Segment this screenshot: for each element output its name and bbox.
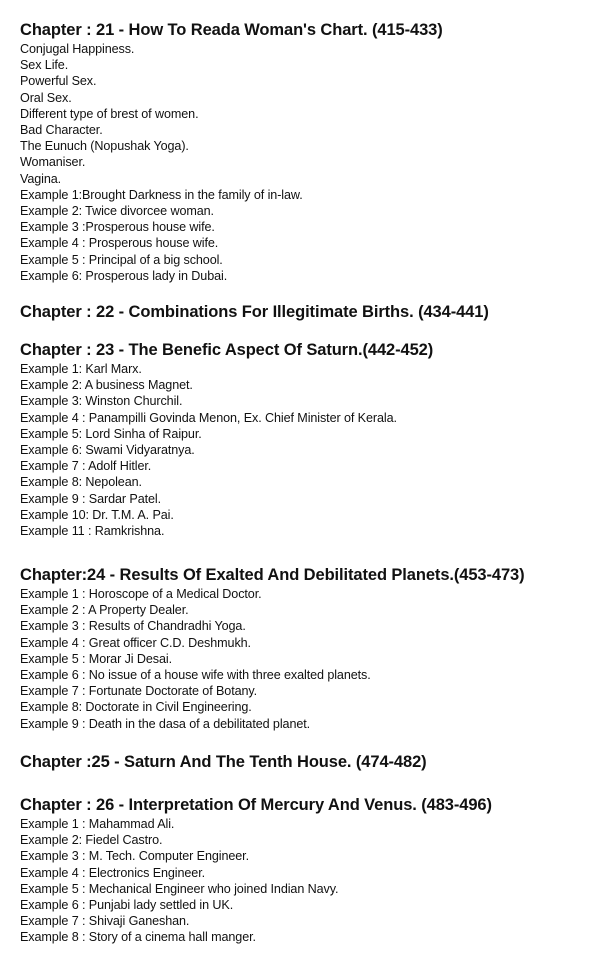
list-item: Example 3: Winston Churchil. — [20, 394, 183, 409]
list-item: Oral Sex. — [20, 90, 72, 105]
list-item: Example 6 : Punjabi lady settled in UK. — [20, 898, 234, 913]
list-item: Vagina. — [20, 171, 62, 186]
list-item: Example 6: Swami Vidyaratnya. — [20, 443, 195, 458]
example-list — [20, 361, 595, 539]
list-item: Bad Character. — [20, 123, 103, 138]
list-item: Example 2: Twice divorcee woman. — [20, 204, 214, 219]
chapter-24 — [20, 565, 595, 732]
chapter-23 — [20, 340, 595, 539]
list-item: Example 9 : Death in the dasa of a debilitated planet. — [20, 716, 311, 731]
list-item: Powerful Sex. — [20, 74, 97, 89]
list-item: Example 7 : Shivaji Ganeshan. — [20, 914, 190, 929]
example-list — [20, 586, 595, 732]
list-item: Example 6: Prosperous lady in Dubai. — [20, 268, 228, 283]
list-item: Example 7 : Adolf Hitler. — [20, 459, 152, 474]
chapter-title: Chapter : 22 - Combinations For Illegitimate Births. (434-441) — [20, 303, 489, 321]
list-item: Example 7 : Fortunate Doctorate of Botany. — [20, 684, 258, 699]
list-item: Example 4 : Panampilli Govinda Menon, Ex. Chief Minister of Kerala. — [20, 410, 397, 425]
chapter-21 — [20, 20, 595, 284]
chapter-title: Chapter : 23 - The Benefic Aspect Of Saturn.(442-452) — [20, 341, 434, 359]
list-item: Example 2: A business Magnet. — [20, 378, 193, 393]
list-item: Example 3 : M. Tech. Computer Engineer. — [20, 849, 249, 864]
chapter-22 — [20, 302, 595, 323]
list-item: Example 9 : Sardar Patel. — [20, 491, 162, 506]
list-item: Conjugal Happiness. — [20, 42, 135, 56]
list-item: Example 1:Brought Darkness in the family of in-law. — [20, 187, 303, 202]
list-item: Example 5 : Mechanical Engineer who joined Indian Navy. — [20, 881, 339, 896]
list-item: Example 6 : No issue of a house wife with three exalted planets. — [20, 668, 371, 683]
list-item: Example 3 : Results of Chandradhi Yoga. — [20, 619, 246, 634]
list-item: Womaniser. — [20, 155, 86, 170]
list-item: Example 1: Karl Marx. — [20, 362, 142, 376]
chapter-26 — [20, 795, 595, 946]
list-item: Sex Life. — [20, 58, 69, 73]
chapter-title: Chapter:24 - Results Of Exalted And Debilitated Planets.(453-473) — [20, 566, 525, 584]
example-list — [20, 816, 595, 946]
chapter-title: Chapter : 21 - How To Reada Woman's Chart. (415-433) — [20, 21, 443, 39]
list-item: Example 2 : A Property Dealer. — [20, 603, 189, 618]
list-item: Example 10: Dr. T.M. A. Pai. — [20, 507, 174, 522]
list-item: Example 8: Doctorate in Civil Engineering. — [20, 700, 252, 715]
chapter-title: Chapter : 26 - Interpretation Of Mercury And Venus. (483-496) — [20, 796, 492, 814]
list-item: Example 4 : Prosperous house wife. — [20, 236, 219, 251]
chapter-title: Chapter :25 - Saturn And The Tenth House. (474-482) — [20, 753, 427, 771]
list-item: Example 11 : Ramkrishna. — [20, 524, 165, 539]
list-item: Different type of brest of women. — [20, 106, 199, 121]
list-item: Example 5 : Morar Ji Desai. — [20, 651, 172, 666]
list-item: The Eunuch (Nopushak Yoga). — [20, 139, 189, 154]
list-item: Example 1 : Horoscope of a Medical Doctor. — [20, 587, 262, 601]
example-list — [20, 41, 595, 284]
list-item: Example 5: Lord Sinha of Raipur. — [20, 426, 202, 441]
list-item: Example 4 : Electronics Engineer. — [20, 865, 206, 880]
list-item: Example 1 : Mahammad Ali. — [20, 817, 175, 831]
list-item: Example 8 : Story of a cinema hall manger. — [20, 930, 256, 945]
list-item: Example 4 : Great officer C.D. Deshmukh. — [20, 635, 251, 650]
chapter-25 — [20, 752, 595, 773]
list-item: Example 8: Nepolean. — [20, 475, 142, 490]
list-item: Example 5 : Principal of a big school. — [20, 252, 223, 267]
list-item: Example 2: Fiedel Castro. — [20, 833, 163, 848]
list-item: Example 3 :Prosperous house wife. — [20, 220, 215, 235]
